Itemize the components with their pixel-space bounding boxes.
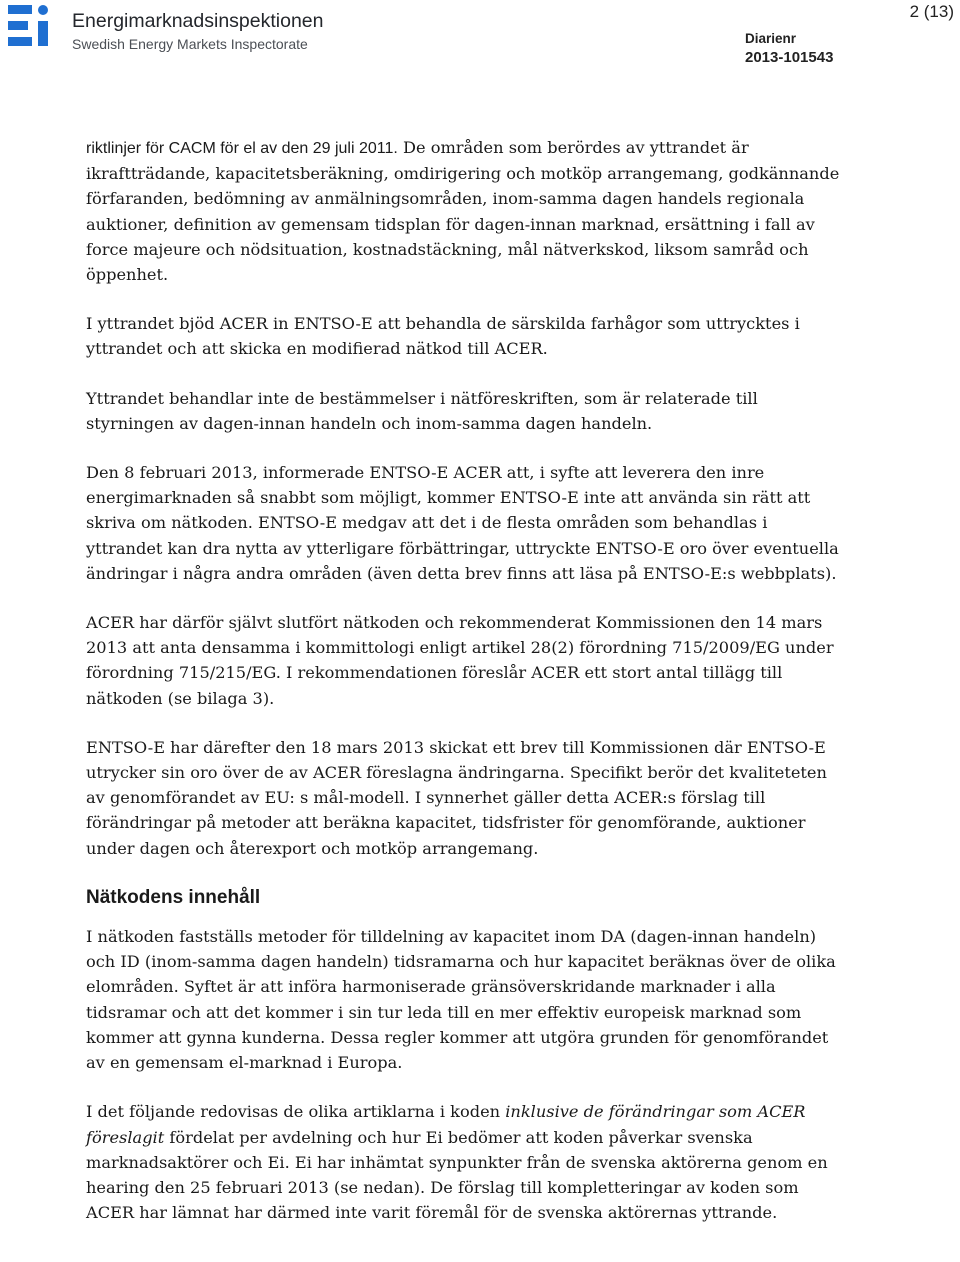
- org-logo: [8, 4, 338, 50]
- paragraph-2: I yttrandet bjöd ACER in ENTSO-E att behandla de särskilda farhågor som uttrycktes i yttrandet och att skicka en modifierad nätkod till ACER.: [86, 314, 800, 359]
- org-name: Energimarknadsinspektionen: [72, 10, 324, 32]
- paragraph-1: [86, 135, 846, 287]
- diarienr-block: [745, 30, 833, 69]
- paragraph-1-rest: De områden som berördes av yttrandet är ikraftträdande, kapacitetsberäkning, omdirigering och motköp arrangemang, godkännande förfaranden, bedömning av anmälningsområden, inom-samma dagen handels regionala auktioner, definition av gemensam tidsplan för dagen-innan marknad, ersättning i fall av force majeure och nödsituation, kostnadstäckning, mål nätverkskod, liksom samråd och öppenhet.: [86, 138, 840, 285]
- paragraph-8: [86, 1099, 846, 1225]
- paragraph-6: ENTSO-E har därefter den 18 mars 2013 skickat ett brev till Kommissionen där ENTSO-E utrycker sin oro över de av ACER föreslagna ändringarna. Specifikt berör det kvaliteteten av genomförandet av EU: s mål-modell. I synnerhet gäller detta ACER:s förslag till förändringar på metoder att beräkna kapacitet, tidsfrister för genomförande, auktioner under dagen och återexport och motköp arrangemang.: [86, 737, 827, 858]
- paragraph-8-a: I det följande redovisas de olika artiklarna i koden: [86, 1102, 506, 1122]
- paragraph-3: Yttrandet behandlar inte de bestämmelser i nätföreskriften, som är relaterade till styrningen av dagen-innan handeln och inom-samma dagen handeln.: [86, 388, 758, 433]
- paragraph-8-italic: inklusive de förändringar som ACER föreslagit: [86, 1102, 806, 1147]
- diarienr-value: 2013-101543: [745, 49, 834, 66]
- paragraph-8-b: fördelat per avdelning och hur Ei bedömer att koden påverkar svenska marknadsaktörer och Ei. Ei har inhämtat synpunkter från de svenska aktörerna genom en hearing den 25 februari 2013 (se nedan). De förslag till kompletteringar av koden som ACER har lämnat har därmed inte varit föremål för de svenska aktörernas yttrande.: [86, 1127, 828, 1223]
- paragraph-1-lead: riktlinjer för CACM för el av den 29 juli 2011.: [86, 140, 398, 157]
- page-number: 2 (13): [909, 2, 954, 21]
- paragraph-7: I nätkoden fastställs metoder för tilldelning av kapacitet inom DA (dagen-innan handeln) och ID (inom-samma dagen handeln) tidsramarna och hur kapacitet beräknas över de olika elområden. Syftet är att införa harmoniserade gränsöverskridande marknader i alla tidsramar och att det kommer i sin tur leda till en mer effektiv europeisk marknad som kommer att gynna kunderna. Dessa regler kommer att utgöra grunden för genomförandet av en gemensam el-marknad i Europa.: [86, 927, 836, 1073]
- section-heading: Nätkodens innehåll: [86, 886, 261, 908]
- paragraph-5: ACER har därför självt slutfört nätkoden och rekommenderat Kommissionen den 14 mars 2013 att anta densamma i kommittologi enligt artikel 28(2) förordning 715/2009/EG under förordning 715/215/EG. I rekommendationen föreslår ACER ett stort antal tillägg till nätkoden (se bilaga 3).: [86, 613, 834, 708]
- paragraph-4: Den 8 februari 2013, informerade ENTSO-E ACER att, i syfte att leverera den inre energimarknaden så snabbt som möjligt, kommer ENTSO-E inte att använda sin rätt att skriva om nätkoden. ENTSO-E medgav att det i de flesta områden som behandlas i yttrandet kan dra nytta av ytterligare förbättringar, uttryckte ENTSO-E oro över eventuella ändringar i några andra områden (även detta brev finns att läsa på ENTSO-E:s webbplats).: [86, 463, 839, 583]
- document-body: [86, 135, 846, 1249]
- org-name-english: Swedish Energy Markets Inspectorate: [72, 36, 308, 52]
- diarienr-label: Diarienr: [745, 31, 797, 46]
- ei-logo-icon: [8, 4, 60, 48]
